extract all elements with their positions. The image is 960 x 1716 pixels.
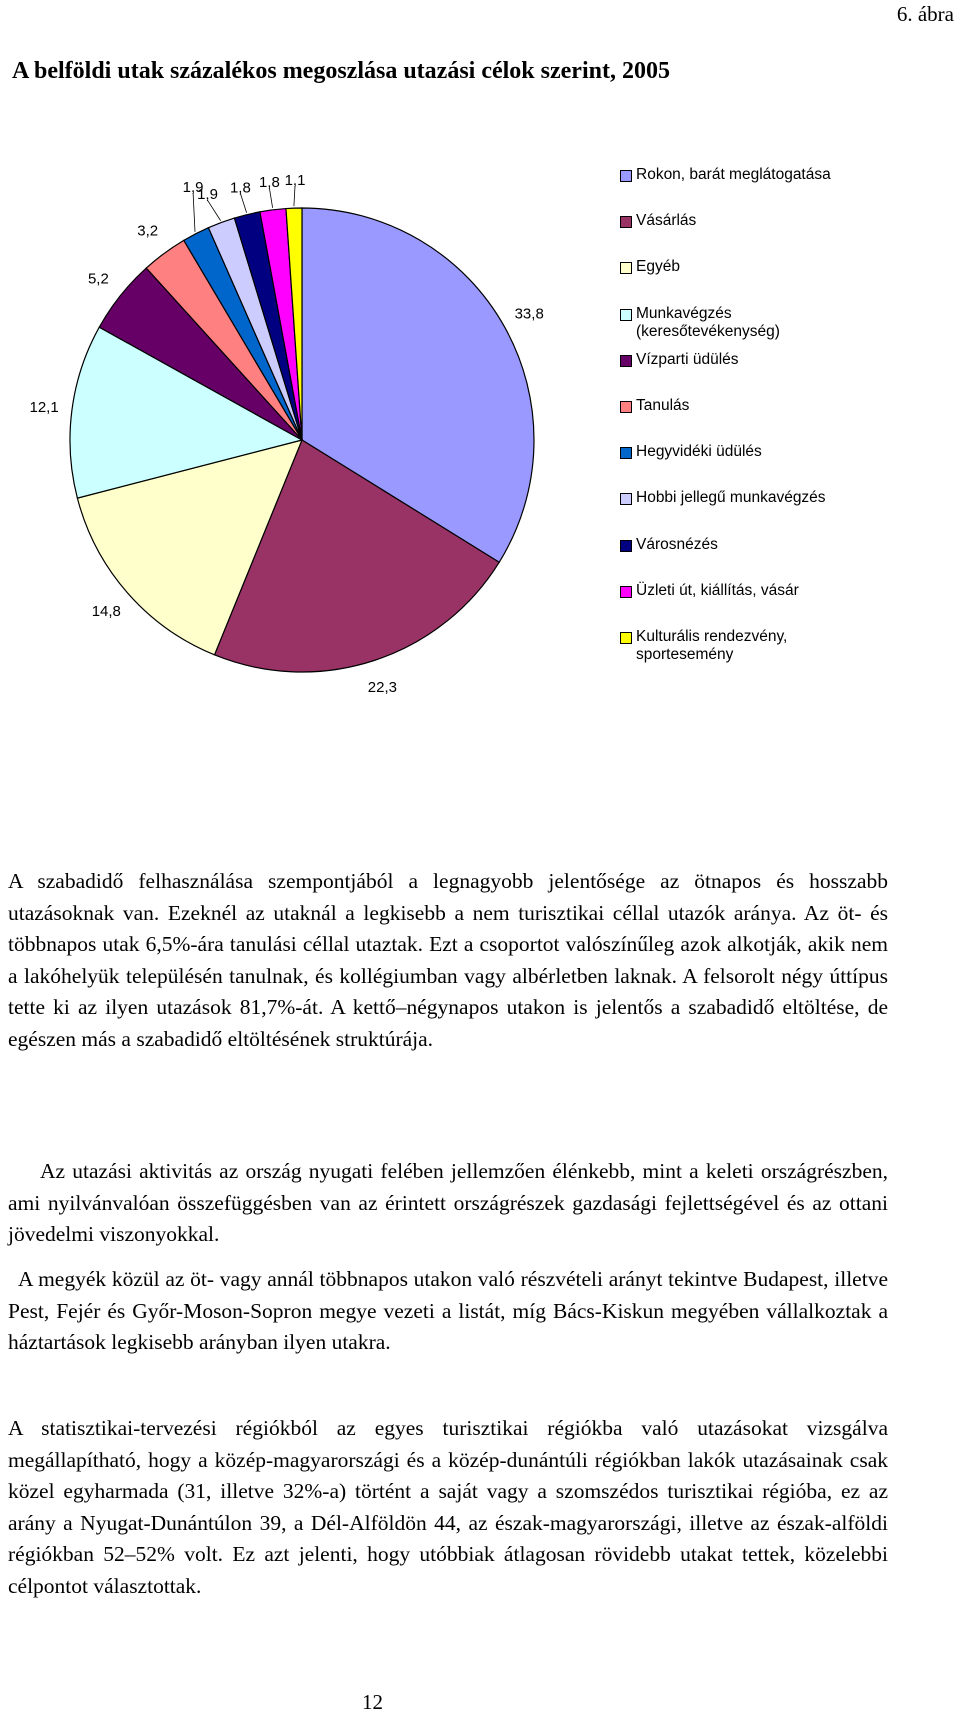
legend-item (620, 397, 936, 415)
slice-data-label: 5,2 (87, 270, 109, 288)
legend-label: Vízparti üdülés (636, 350, 739, 368)
body-paragraph-3: A megyék közül az öt- vagy annál többnapos utakon való részvételi arányt tekintve Budapest, illetve Pest, Fejér és Győr-Moson-Sopron megye vezeti a listát, míg Bács-Kiskun megyében vállalkoztak a háztartások legkisebb arányban ilyen utakra. (8, 1267, 888, 1354)
slice-data-label: 1,8 (229, 179, 251, 197)
page-number: 12 (362, 1690, 383, 1714)
legend-swatch (620, 493, 632, 505)
legend-label: Városnézés (636, 535, 718, 553)
legend-item (620, 212, 936, 230)
legend-item (620, 305, 936, 341)
legend-item (620, 258, 936, 276)
slice-data-label: 33,8 (514, 305, 544, 323)
legend-label: Hegyvidéki üdülés (636, 443, 762, 461)
legend-label: Rokon, barát meglátogatása (636, 166, 831, 183)
legend-swatch (620, 309, 632, 321)
legend-swatch (620, 401, 632, 413)
body-paragraph-4: A statisztikai-tervezési régiókból az egyes turisztikai régiókba való utazásokat vizsgálva megállapítható, hogy a közép-magyarországi és a közép-dunántúli régiókban lakók utazásainak csak közel egyharmada (31, illetve 32%-a) történt a saját vagy a szomszédos turisztikai régióba, ez az arány a Nyugat-Dunántúlon 39, a Dél-Alföldön 44, az észak-magyarországi, illetve az észak-alföldi régiókban 52–52% volt. Ez azt jelenti, hogy utóbbiak átlagosan rövidebb utakat tettek, közelebbi célpontot választottak. (8, 1416, 888, 1598)
legend-swatch (620, 447, 632, 459)
legend-swatch (620, 540, 632, 552)
legend-item (620, 628, 936, 664)
legend-swatch (620, 632, 632, 644)
leader-line (193, 193, 195, 232)
pie-chart (0, 160, 620, 720)
slice-data-label: 1,9 (182, 178, 204, 196)
legend-swatch (620, 355, 632, 367)
legend-label: Kulturális rendezvény, sportesemény (636, 628, 788, 663)
legend-swatch (620, 262, 632, 274)
legend-swatch (620, 170, 632, 182)
legend-label: Hobbi jellegű munkavégzés (636, 489, 826, 507)
legend-item (620, 582, 936, 600)
legend-item (620, 536, 936, 554)
body-paragraph-1: A szabadidő felhasználása szempontjából a legnagyobb jelentősége az ötnapos és hosszabb utazásoknak van. Ezeknél az utaknál a legkisebb a nem turisztikai céllal utazók aránya. Az öt- és többnapos utak 6,5%-ára tanulási céllal utaztak. Ezt a csoportot valószínűleg azok alkotják, akik nem a lakóhelyük településén tanulnak, és kollégiumban vagy albérletben laknak. A felsorolt négy úttípus tette ki az ilyen utazások 81,7%-át. A kettő–négynapos utakon is jelentős a szabadidő eltöltése, de egészen más a szabadidő eltöltésének struktúrája. (8, 869, 888, 1051)
legend-item (620, 351, 936, 369)
legend-swatch (620, 586, 632, 598)
leader-line (208, 200, 221, 220)
legend-label: Vásárlás (636, 212, 697, 230)
legend-label: Egyéb (636, 258, 680, 276)
legend-label: Üzleti út, kiállítás, vásár (636, 581, 799, 599)
slice-data-label: 1,8 (258, 174, 280, 192)
slice-data-label: 1,1 (284, 172, 306, 190)
legend-item (620, 489, 936, 507)
slice-data-label: 12,1 (29, 399, 59, 416)
slice-data-label: 3,2 (137, 222, 159, 240)
legend-item (620, 166, 936, 184)
legend-label: Tanulás (636, 397, 690, 414)
legend-item (620, 443, 936, 461)
figure-title: A belföldi utak százalékos megoszlása utazási célok szerint, 2005 (12, 58, 670, 84)
slice-data-label: 14,8 (91, 603, 121, 621)
slice-data-label: 22,3 (367, 679, 398, 697)
legend-swatch (620, 216, 632, 228)
figure-label: 6. ábra (896, 2, 954, 26)
legend-label: Munkavégzés (keresőtevékenység) (636, 304, 780, 340)
slice-data-label: 1,9 (197, 186, 218, 204)
body-paragraph-2: Az utazási aktivitás az ország nyugati felében jellemzően élénkebb, mint a keleti országrészben, ami nyilvánvalóan összefüggésben van az érintett országrészek gazdasági fejlettségével és az ottani jövedelmi viszonyokkal. (8, 1159, 888, 1246)
